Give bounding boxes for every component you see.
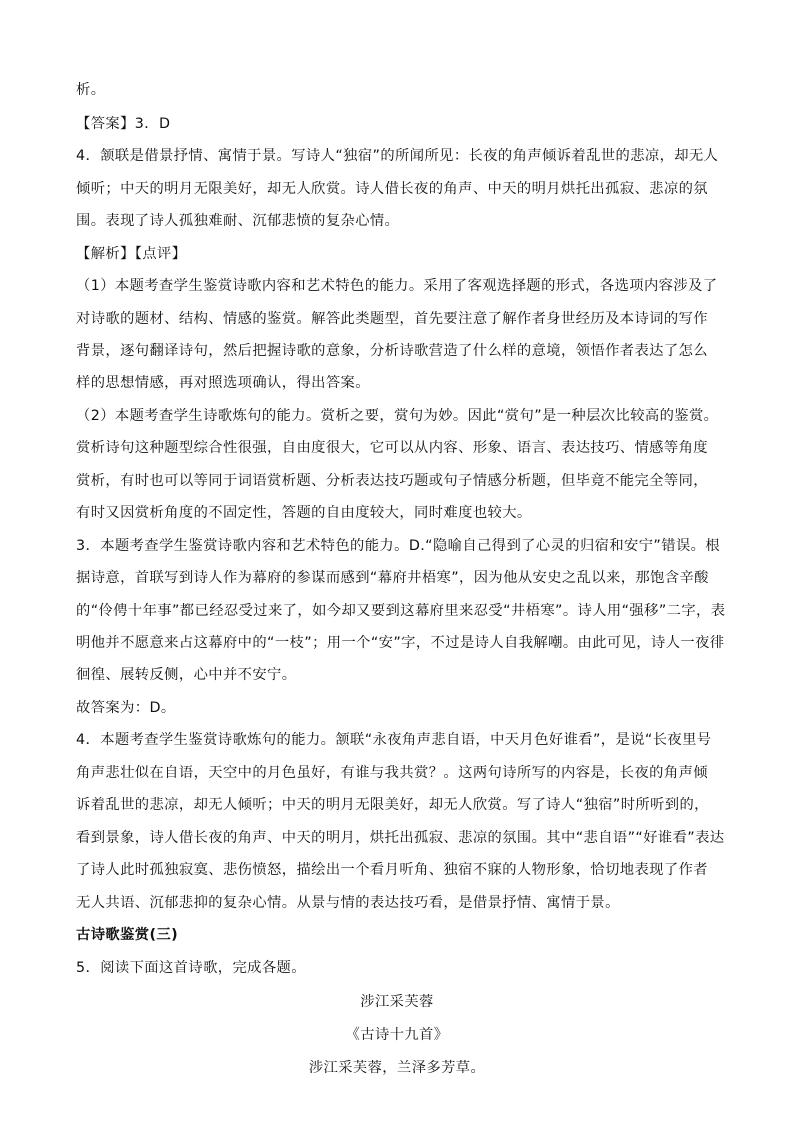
text-line: 4．颔联是借景抒情、寓情于景。写诗人“独宿”的所闻所见：长夜的角声倾诉着乱世的悲凉，却无人: [76, 148, 719, 164]
text-line: 赏析，有时也可以等同于词语赏析题、分析表达技巧题或句子情感分析题，但毕竟不能完全等同，: [76, 473, 708, 489]
text-line: 了诗人此时孤独寂寞、悲伤愤怒，描绘出一个看月听角、独宿不寐的人物形象，恰切地表现了作者: [76, 862, 708, 878]
text-line: 故答案为：D。: [76, 700, 176, 716]
text-line: 倾听；中天的明月无限美好，却无人欣赏。诗人借长夜的角声、中天的明月烘托出孤寂、悲凉的氛: [76, 181, 708, 197]
text-line: 4．本题考查学生鉴赏诗歌炼句的能力。颔联“永夜角声悲自语，中天月色好谁看”，是说“长夜里号: [76, 732, 712, 748]
poem-title: 涉江采芙蓉: [360, 994, 434, 1010]
text-line: 围。表现了诗人孤独难耐、沉郁悲愤的复杂心情。: [76, 213, 400, 229]
text-line: 诉着乱世的悲凉，却无人倾听；中天的明月无限美好，却无人欣赏。写了诗人“独宿”时所听到的，: [76, 797, 709, 813]
text-line: 析。: [76, 82, 106, 98]
analysis-label: 【解析】【点评】: [76, 246, 187, 262]
section-title: 古诗歌鉴赏(三): [76, 927, 179, 943]
text-line: 看到景象，诗人借长夜的角声、中天的明月，烘托出孤寂、悲凉的氛围。其中“悲自语”“好谁看”表达: [76, 830, 725, 846]
text-line: 徊徨、展转反侧，心中并不安宁。: [76, 667, 297, 683]
text-line: 的“伶俜十年事”都已经忍受过来了，如今却又要到这幕府里来忍受“井梧寒”。诗人用“强移”二字，表: [76, 603, 726, 619]
text-line: （2）本题考查学生诗歌炼句的能力。赏析之要，赏句为妙。因此“赏句”是一种层次比较高的鉴赏。: [76, 408, 719, 424]
text-line: （1）本题考查学生鉴赏诗歌内容和艺术特色的能力。采用了客观选择题的形式，各选项内容涉及了: [76, 278, 718, 294]
text-line: 对诗歌的题材、结构、情感的鉴赏。解答此类题型，首先要注意了解作者身世经历及本诗词的写作: [76, 311, 708, 327]
text-line: 有时又因赏析角度的不固定性，答题的自由度较大，同时难度也较大。: [76, 505, 532, 521]
answer-label: 【答案】3．D: [76, 116, 171, 132]
poem-line: 涉江采芙蓉，兰泽多芳草。: [308, 1060, 486, 1076]
text-line: 赏析诗句这种题型综合性很强，自由度很大，它可以从内容、形象、语言、表达技巧、情感等角度: [76, 440, 708, 456]
poem-source: 《古诗十九首》: [345, 1027, 449, 1043]
text-line: 明他并不愿意来占这幕府中的“一枝”；用一个“安”字，不过是诗人自我解嘲。由此可见，诗人一夜徘: [76, 635, 725, 651]
text-line: 样的思想情感，再对照选项确认，得出答案。: [76, 375, 370, 391]
question-prompt: 5．阅读下面这首诗歌，完成各题。: [76, 960, 306, 976]
text-line: 背景，逐句翻译诗句，然后把握诗歌的意象，分析诗歌营造了什么样的意境，领悟作者表达了怎么: [76, 343, 708, 359]
text-line: 角声悲壮似在自语，天空中的月色虽好，有谁与我共赏？。这两句诗所写的内容是，长夜的角声倾: [76, 765, 708, 781]
text-line: 无人共语、沉郁悲抑的复杂心情。从景与情的表达技巧看，是借景抒情、寓情于景。: [76, 895, 620, 911]
text-line: 据诗意，首联写到诗人作为幕府的参谋而感到“幕府井梧寒”，因为他从安史之乱以来，那饱含辛酸: [76, 570, 709, 586]
text-line: 3．本题考查学生鉴赏诗歌内容和艺术特色的能力。D.“隐喻自己得到了心灵的归宿和安宁”错误。根: [76, 538, 721, 554]
